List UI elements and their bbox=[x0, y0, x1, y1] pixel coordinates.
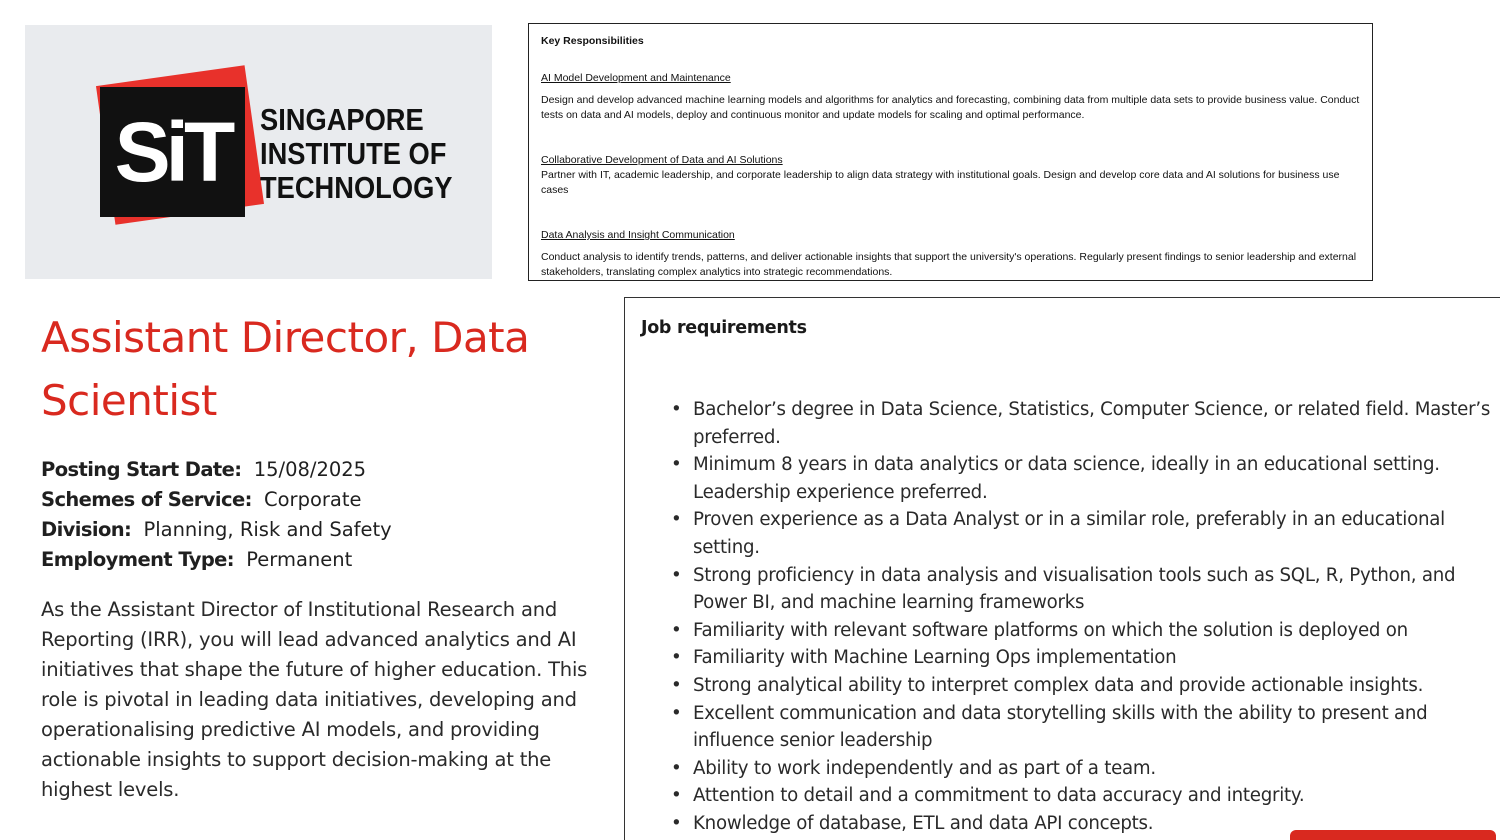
meta-row-scheme bbox=[41, 485, 601, 515]
meta-row-employment-type bbox=[41, 545, 601, 575]
meta-label: Schemes of Service: bbox=[41, 488, 252, 511]
logo-mark-text: SiT bbox=[114, 105, 231, 199]
list-item: • Attention to detail and a commitment to data accuracy and integrity. bbox=[693, 782, 1500, 810]
list-item: • Strong analytical ability to interpret complex data and provide actionable insights. bbox=[693, 672, 1500, 700]
meta-value: Corporate bbox=[264, 488, 362, 511]
meta-label: Employment Type: bbox=[41, 548, 235, 571]
meta-row-posting-date bbox=[41, 455, 601, 485]
list-item: • Familiarity with relevant software platforms on which the solution is deployed on bbox=[693, 617, 1500, 645]
apply-button[interactable] bbox=[1290, 830, 1496, 840]
responsibility-section bbox=[541, 153, 1360, 198]
job-title: Assistant Director, Data Scientist bbox=[41, 313, 530, 425]
list-item: • Strong proficiency in data analysis and visualisation tools such as SQL, R, Python, and Power BI, and machine learning frameworks bbox=[693, 562, 1500, 617]
logo-line-1: SINGAPORE bbox=[260, 102, 424, 137]
requirements-title: Job requirements bbox=[641, 318, 807, 338]
responsibility-heading: AI Model Development and Maintenance bbox=[541, 72, 731, 84]
job-description: As the Assistant Director of Institutional Research and Reporting (IRR), you will lead advanced analytics and AI initiatives that shape the future of higher education. This role is pivotal in leading data initiatives, developing and operationalising predictive AI models, and providing actionable insights to support decision-making at the highest levels. bbox=[41, 598, 588, 801]
responsibility-section bbox=[541, 71, 1360, 123]
list-item: • Minimum 8 years in data analytics or data science, ideally in an educational setting. Leadership experience preferred. bbox=[693, 451, 1500, 506]
list-item: • Knowledge of database, ETL and data API concepts. bbox=[693, 810, 1500, 838]
list-item: • Ability to work independently and as part of a team. bbox=[693, 755, 1500, 783]
responsibility-heading: Collaborative Development of Data and AI Solutions bbox=[541, 154, 783, 166]
responsibility-body: Conduct analysis to identify trends, patterns, and deliver actionable insights that support the university's operations. Regularly present findings to senior leadership and external stakeholders, translating complex analytics into strategic recommendations. bbox=[541, 251, 1357, 278]
list-item: • Bachelor’s degree in Data Science, Statistics, Computer Science, or related field. Master’s preferred. bbox=[693, 396, 1500, 451]
list-item: • Excellent communication and data storytelling skills with the ability to present and influence senior leadership bbox=[693, 700, 1500, 755]
meta-value: Permanent bbox=[246, 548, 353, 571]
meta-label: Posting Start Date: bbox=[41, 458, 242, 481]
logo-wordmark bbox=[260, 103, 480, 205]
requirements-list bbox=[693, 396, 1500, 838]
logo-line-3: TECHNOLOGY bbox=[260, 170, 453, 205]
list-item: • Proven experience as a Data Analyst or in a similar role, preferably in an educational setting. bbox=[693, 506, 1500, 561]
job-meta bbox=[41, 455, 601, 575]
meta-row-division bbox=[41, 515, 601, 545]
responsibility-body: Partner with IT, academic leadership, and corporate leadership to align data strategy with institutional goals. Design and develop core data and AI solutions for business use cases bbox=[541, 169, 1340, 196]
responsibility-section bbox=[541, 228, 1360, 280]
responsibility-heading: Data Analysis and Insight Communication bbox=[541, 229, 735, 241]
job-requirements-panel bbox=[624, 297, 1500, 840]
logo-line-2: INSTITUTE OF bbox=[260, 136, 447, 171]
meta-value: 15/08/2025 bbox=[253, 458, 367, 481]
responsibility-body: Design and develop advanced machine learning models and algorithms for analytics and forecasting, combining data from multiple data sets to provide business value. Conduct tests on data and AI models, deploy and continuous monitor and update models for scaling and optimal performance. bbox=[541, 94, 1360, 121]
list-item: • Familiarity with Machine Learning Ops implementation bbox=[693, 644, 1500, 672]
meta-label: Division: bbox=[41, 518, 132, 541]
institution-logo bbox=[25, 25, 492, 279]
meta-value: Planning, Risk and Safety bbox=[143, 518, 392, 541]
key-responsibilities-panel bbox=[528, 23, 1373, 281]
responsibilities-title: Key Responsibilities bbox=[541, 35, 644, 47]
